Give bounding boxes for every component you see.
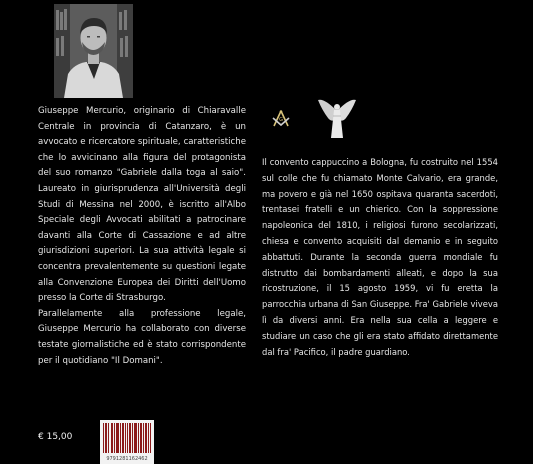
square-and-compass-icon	[271, 109, 291, 129]
biography-paragraph: Giuseppe Mercurio, originario di Chiaravalle Centrale in provincia di Catanzaro, è un avvocato e ricercatore spirituale, caratteristiche che lo avvicinano alla figura del protagonista del suo romanzo "Gabriele dalla toga al saio". Laureato in giurisprudenza all'Università degli Studi di Messina nel 2000, è iscritto all'Albo Speciale degli Avvocati abilitati a patrocinare davanti alla Corte di Cassazione e ad altre giurisdizioni superiori. La sua attività legale si concentra prevalentemente su questioni legate alla Convenzione Europea dei Diritti dell'Uomo presso la Corte di Strasburgo.	[38, 106, 246, 304]
author-photo	[54, 4, 133, 98]
book-price: € 15,00	[38, 432, 73, 442]
svg-text:G: G	[279, 117, 283, 123]
story-excerpt	[262, 155, 498, 360]
barcode-bars	[103, 423, 151, 453]
author-biography	[38, 104, 246, 369]
isbn-number: 9791281162462	[106, 456, 148, 462]
isbn-barcode	[100, 420, 154, 464]
story-paragraph: Il convento cappuccino a Bologna, fu costruito nel 1554 sul colle che fu chiamato Monte Calvario, era grande, ma povero e già nel 1650 ospitava quaranta sacerdoti, trentasei fratelli e un chierico. Con la soppressione napoleonica del 1810, i religiosi furono secolarizzati, chiesa e convento acquisiti dal demanio e in seguito abbattuti. Durante la seconda guerra mondiale fu distrutto dai bombardamenti alleati, e dopo la sua ricostruzione, il 15 agosto 1959, vi fu eretta la parrocchia urbana di San Giuseppe. Fra' Gabriele viveva lì da diversi anni. Era nella sua cella a leggere e studiare un caso che gli era stato affidato direttamente dal fra' Pacifico, il padre guardiano.	[262, 157, 498, 357]
winged-angel-icon	[316, 96, 358, 140]
biography-paragraph-2: Parallelamente alla professione legale, Giuseppe Mercurio ha collaborato con diverse testate giornalistiche ed è stato corrispondente per il quotidiano "Il Domani".	[38, 308, 246, 366]
